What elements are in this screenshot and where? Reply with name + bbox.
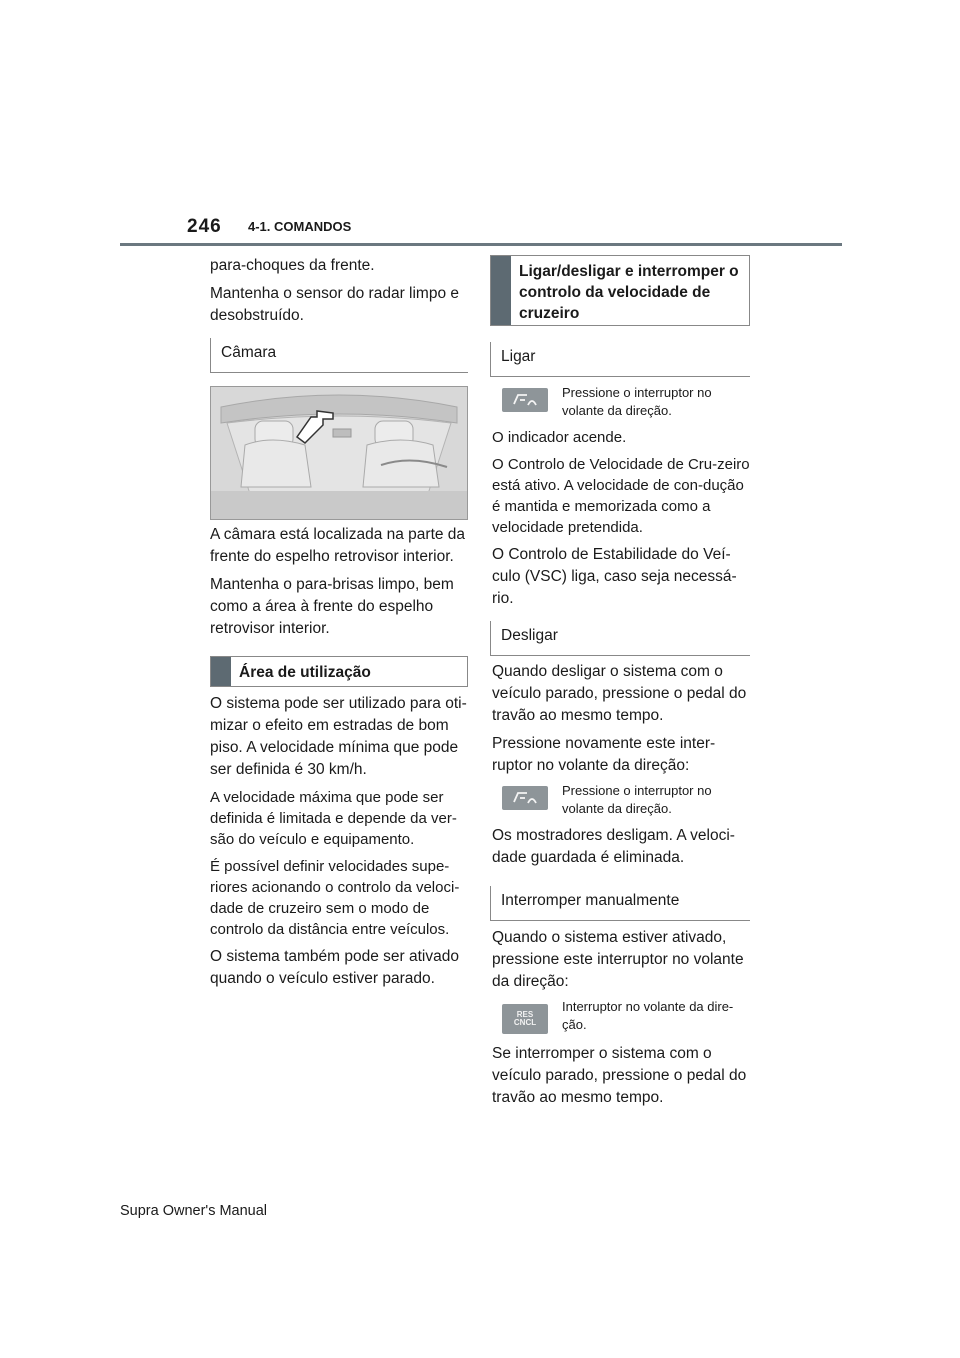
desligar-text-block-2: [492, 825, 752, 875]
camera-heading: Câmara: [210, 338, 468, 373]
desligar-text-3: Os mostradores desligam. A veloci-dade guardada é eliminada.: [492, 827, 735, 866]
header-divider: [120, 243, 842, 246]
ligar-text-1: O indicador acende.: [492, 429, 627, 446]
res-cncl-switch-icon: [502, 1004, 548, 1034]
ligar-text-3: O Controlo de Estabilidade do Veí-culo (VSC) liga, caso seja necessá-rio.: [492, 546, 737, 607]
main-heading-box: [490, 255, 750, 326]
interromper-text-1: Quando o sistema estiver ativado, pressione este interruptor no volante da direção:: [492, 929, 744, 990]
ligar-text-2: O Controlo de Velocidade de Cru-zeiro está ativo. A velocidade de con-dução é mantida e memorizada como a velocidade pretendida.: [492, 456, 750, 536]
area-heading: Área de utilização: [239, 664, 371, 681]
interromper-switch-caption: Interruptor no volante da dire-ção.: [562, 999, 734, 1032]
heading-bar: [211, 657, 231, 686]
desligar-text-2: Pressione novamente este inter-ruptor no volante da direção:: [492, 735, 716, 774]
area-text-1: O sistema pode ser utilizado para oti-mizar o efeito em estradas de bom piso. A velocidade mínima que pode ser definida é 30 km/h.: [210, 695, 467, 778]
area-text-3: É possível definir velocidades supe-riores acionando o controlo da veloci-dade de cruzeiro sem o modo de controlo da distância entre veículos.: [210, 858, 460, 938]
page-number: 246: [187, 216, 222, 237]
area-text-4: O sistema também pode ser ativado quando o veículo estiver parado.: [210, 948, 459, 987]
interromper-switch-row: [502, 998, 752, 1034]
camera-text-1: A câmara está localizada na parte da frente do espelho retrovisor interior.: [210, 526, 466, 565]
desligar-switch-row: [502, 782, 752, 818]
desligar-text-block: [492, 661, 752, 783]
interromper-heading: Interromper manualmente: [490, 886, 750, 921]
main-heading: Ligar/desligar e interromper o controlo da velocidade de cruzeiro: [519, 263, 739, 322]
res-label: RES: [516, 1010, 534, 1019]
camera-text-block: [210, 524, 470, 646]
desligar-heading: Desligar: [490, 621, 750, 656]
area-text-block: [210, 693, 470, 996]
ligar-heading: Ligar: [490, 342, 750, 377]
section-title: 4-1. COMANDOS: [248, 219, 352, 234]
camera-text-2: Mantenha o para-brisas limpo, bem como a área à frente do espelho retrovisor interior.: [210, 576, 454, 637]
intro-line-2: Mantenha o sensor do radar limpo e desobstruído.: [210, 285, 460, 324]
area-heading-box: [210, 656, 468, 687]
interromper-text-block: [492, 927, 752, 999]
interromper-text-block-2: [492, 1043, 752, 1115]
interromper-text-2: Se interromper o sistema com o veículo parado, pressione o pedal do travão ao mesmo tempo.: [492, 1045, 747, 1106]
cruise-control-switch-icon: [502, 388, 548, 412]
ligar-text-block: [492, 427, 752, 616]
ligar-switch-row: [502, 384, 752, 420]
camera-figure: [210, 386, 468, 520]
intro-line-1: para-choques da frente.: [210, 257, 375, 274]
heading-bar: [491, 256, 511, 325]
cncl-label: CNCL: [513, 1018, 537, 1027]
desligar-text-1: Quando desligar o sistema com o veículo parado, pressione o pedal do travão ao mesmo tempo.: [492, 663, 747, 724]
left-column: [210, 255, 470, 333]
car-interior-illustration: [211, 387, 467, 519]
cruise-control-switch-icon: [502, 786, 548, 810]
ligar-switch-caption: Pressione o interruptor no volante da direção.: [562, 385, 712, 418]
desligar-switch-caption: Pressione o interruptor no volante da direção.: [562, 783, 712, 816]
area-text-2: A velocidade máxima que pode ser definida é limitada e depende da ver-são do veículo e equipamento.: [210, 789, 457, 848]
manual-name: Supra Owner's Manual: [120, 1203, 268, 1219]
